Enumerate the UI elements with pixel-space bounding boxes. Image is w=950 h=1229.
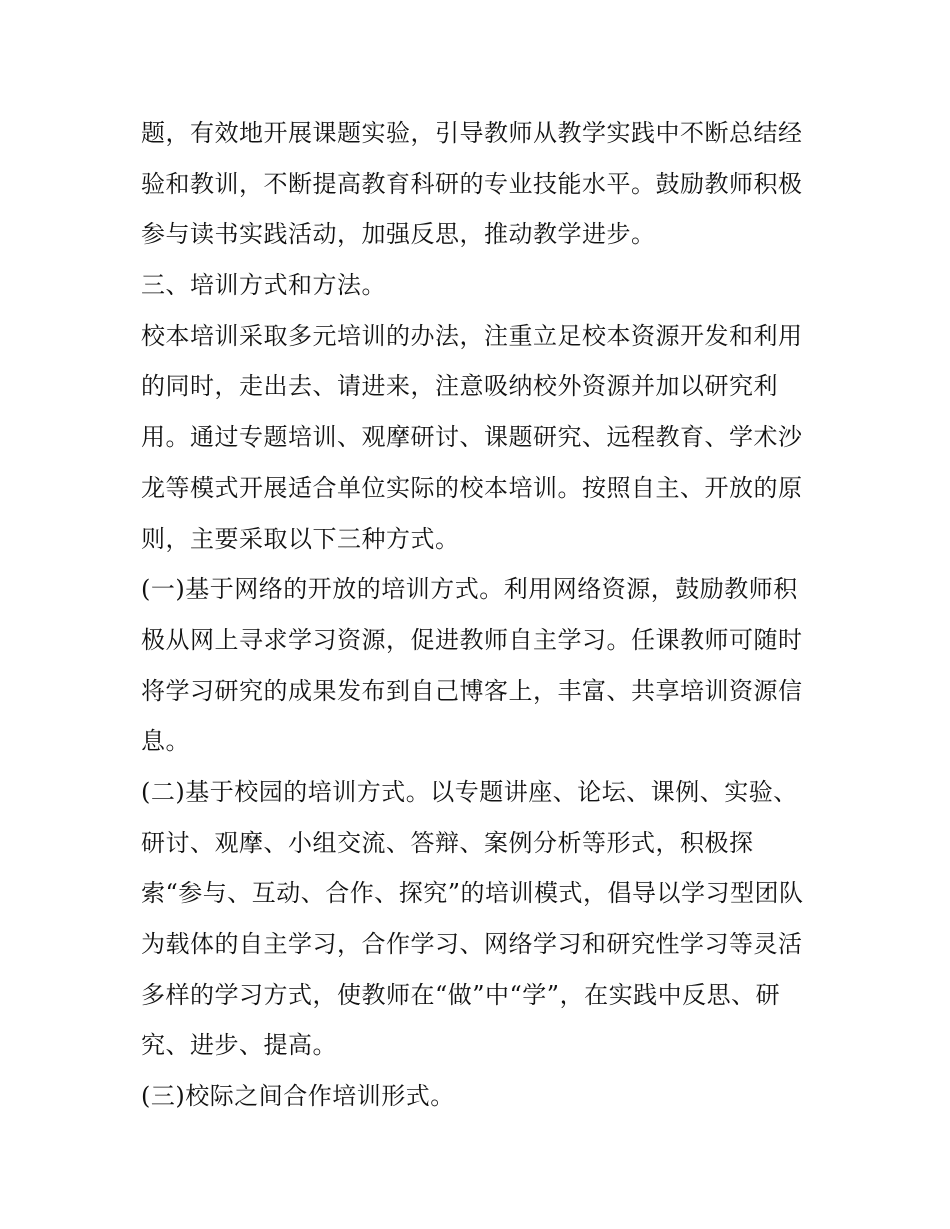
subsection-line: (二)基于校园的培训方式。以专题讲座、论坛、课例、实验、: [141, 777, 798, 806]
section-heading: 三、培训方式和方法。: [141, 271, 386, 300]
subsection-line: (三)校际之间合作培训形式。: [141, 1082, 455, 1111]
text-line: 则，主要采取以下三种方式。: [141, 524, 460, 553]
text-line: 为载体的自主学习，合作学习、网络学习和研究性学习等灵活: [141, 930, 803, 958]
text-line: 校本培训采取多元培训的办法，注重立足校本资源开发和利用: [141, 321, 803, 350]
text-line: 索“参与、互动、合作、探究”的培训模式，倡导以学习型团队: [141, 879, 804, 908]
text-line: 究、进步、提高。: [141, 1031, 337, 1060]
text-line: 多样的学习方式，使教师在“做”中“学”，在实践中反思、研: [141, 980, 781, 1009]
text-line: 将学习研究的成果发布到自己博客上，丰富、共享培训资源信: [141, 676, 803, 705]
text-line: 题，有效地开展课题实验，引导教师从教学实践中不断总结经: [141, 119, 803, 147]
text-line: 的同时，走出去、请进来，注意吸纳校外资源并加以研究利: [141, 372, 778, 401]
text-line: 龙等模式开展适合单位实际的校本培训。按照自主、开放的原: [141, 473, 803, 502]
text-line: 验和教训，不断提高教育科研的专业技能水平。鼓励教师积极: [141, 169, 803, 198]
text-line: 极从网上寻求学习资源，促进教师自主学习。任课教师可随时: [141, 625, 803, 654]
body-text: [141, 108, 821, 1122]
text-line: 息。: [141, 727, 190, 756]
text-line: 研讨、观摩、小组交流、答辩、案例分析等形式，积极探: [141, 828, 754, 857]
text-line: 用。通过专题培训、观摩研讨、课题研究、远程教育、学术沙: [141, 423, 803, 452]
text-line: 参与读书实践活动，加强反思，推动教学进步。: [141, 220, 656, 249]
subsection-line: (一)基于网络的开放的培训方式。利用网络资源，鼓励教师积: [141, 575, 798, 604]
